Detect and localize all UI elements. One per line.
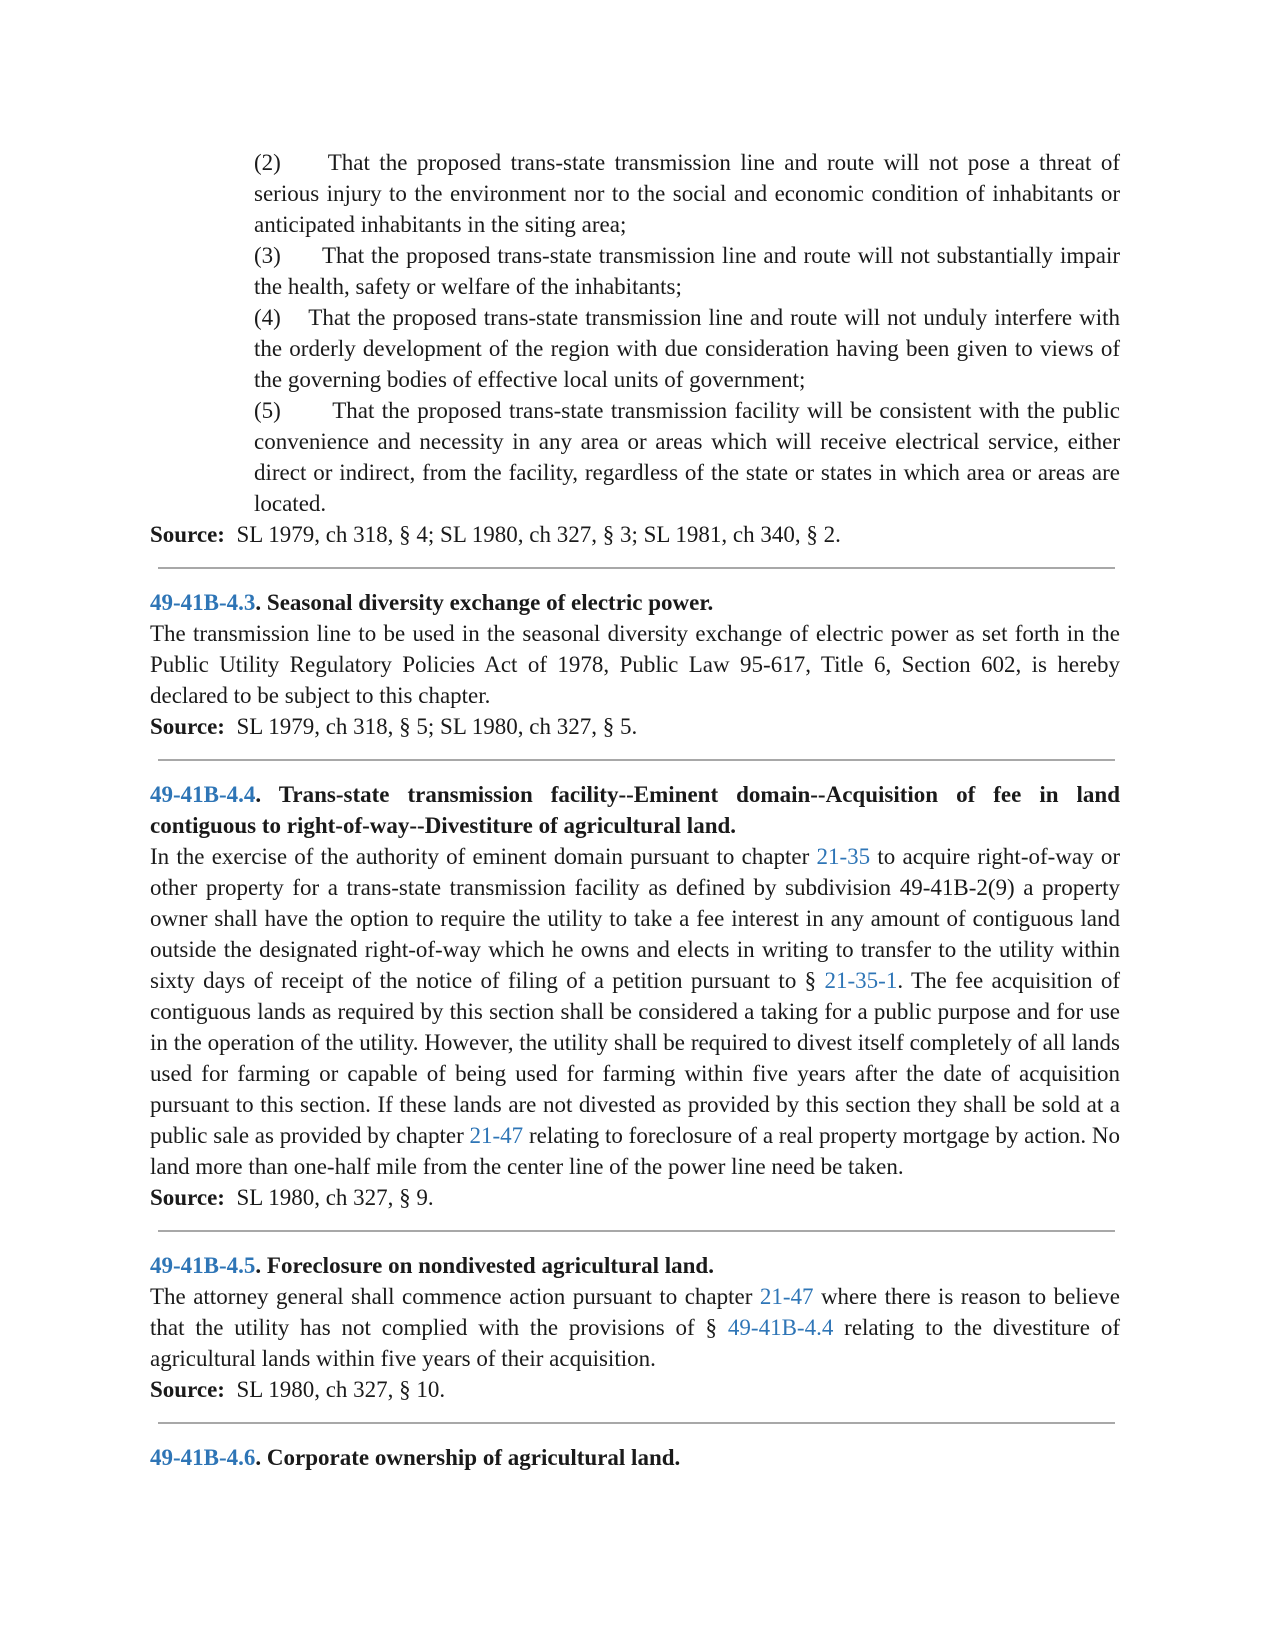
section-link-49-41b-4-6[interactable]: 49-41B-4.6 <box>150 1445 256 1470</box>
source-text: SL 1980, ch 327, § 10. <box>236 1377 446 1402</box>
body-text: to acquire right-of-way or other property for a trans-state transmission facility as defined by subdivision 49-41B-2(9) a property owner shall have the option to require the utility to take a fee interest in any amount of contiguous land outside the designated right-of-way which he owns and elects in writing to transfer to the utility within sixty days of receipt of the notice of filing of a petition pursuant to § <box>150 844 1120 993</box>
body-text: . The fee acquisition of contiguous lands as required by this section shall be considered a taking for a public purpose and for use in the operation of the utility. However, the utility shall be required to divest itself completely of all lands used for farming or capable of being used for farming within five years after the date of acquisition pursuant to this section. If these lands are not divested as provided by this section they shall be sold at a public sale as provided by chapter <box>150 968 1120 1148</box>
section-body: The transmission line to be used in the seasonal diversity exchange of electric power as set forth in the Public Utility Regulatory Policies Act of 1978, Public Law 95-617, Title 6, Section 602, is hereby declared to be subject to this chapter. <box>150 621 1120 708</box>
item-number: (2) <box>254 150 281 175</box>
section-title: . Foreclosure on nondivested agricultural land. <box>255 1253 714 1278</box>
section-heading-4-5 <box>150 1250 1120 1281</box>
source-label: Source: <box>150 714 225 739</box>
section-heading-4-3 <box>150 587 1120 618</box>
section-link-49-41b-4-5[interactable]: 49-41B-4.5 <box>150 1253 256 1278</box>
source-text: SL 1979, ch 318, § 5; SL 1980, ch 327, § 5. <box>236 714 638 739</box>
body-text: In the exercise of the authority of eminent domain pursuant to chapter <box>150 844 817 869</box>
source-line <box>150 1182 1120 1213</box>
sub-item-5 <box>254 395 1120 519</box>
source-line <box>150 711 1120 742</box>
item-text: That the proposed trans-state transmission line and route will not pose a threat of serious injury to the environment nor to the social and economic condition of inhabitants or anticipated inhabitants in the siting area; <box>254 150 1120 237</box>
source-line <box>150 519 1120 550</box>
section-title: . Seasonal diversity exchange of electric power. <box>255 590 714 615</box>
section-link-49-41b-4-3[interactable]: 49-41B-4.3 <box>150 590 256 615</box>
document-page <box>150 147 1120 1473</box>
section-divider <box>158 567 1115 569</box>
section-title: . Trans-state transmission facility--Eminent domain--Acquisition of fee in land contiguous to right-of-way--Divestiture of agricultural land. <box>150 782 1120 838</box>
source-label: Source: <box>150 1377 225 1402</box>
item-number: (3) <box>254 243 281 268</box>
section-heading-4-6 <box>150 1442 1120 1473</box>
body-text: where there is reason to believe that the utility has not complied with the provisions of § <box>150 1284 1120 1340</box>
section-link-49-41b-4-4[interactable]: 49-41B-4.4 <box>150 782 256 807</box>
item-number: (5) <box>254 398 281 423</box>
source-label: Source: <box>150 522 225 547</box>
source-text: SL 1980, ch 327, § 9. <box>236 1185 434 1210</box>
section-title: . Corporate ownership of agricultural land. <box>255 1445 681 1470</box>
body-text: relating to the divestiture of agricultural lands within five years of their acquisition. <box>150 1315 1121 1371</box>
chapter-link-21-35[interactable]: 21-35 <box>816 844 871 869</box>
body-text: relating to foreclosure of a real property mortgage by action. No land more than one-half mile from the center line of the power line need be taken. <box>150 1123 1120 1179</box>
section-divider <box>158 1422 1115 1424</box>
section-divider <box>158 1230 1115 1232</box>
item-number: (4) <box>254 305 281 330</box>
chapter-link-21-47[interactable]: 21-47 <box>759 1284 814 1309</box>
section-body <box>150 841 1120 1182</box>
source-text: SL 1979, ch 318, § 4; SL 1980, ch 327, § 3; SL 1981, ch 340, § 2. <box>236 522 841 547</box>
section-link-21-35-1[interactable]: 21-35-1 <box>824 968 898 993</box>
section-divider <box>158 759 1115 761</box>
sub-item-4 <box>254 302 1120 395</box>
item-text: That the proposed trans-state transmission facility will be consistent with the public convenience and necessity in any area or areas which will receive electrical service, either direct or indirect, from the facility, regardless of the state or states in which area or areas are located. <box>254 398 1120 516</box>
item-text: That the proposed trans-state transmission line and route will not substantially impair the health, safety or welfare of the inhabitants; <box>254 243 1120 299</box>
body-text: The attorney general shall commence action pursuant to chapter <box>150 1284 760 1309</box>
section-heading-4-4 <box>150 779 1120 841</box>
item-text: That the proposed trans-state transmission line and route will not unduly interfere with the orderly development of the region with due consideration having been given to views of the governing bodies of effective local units of government; <box>254 305 1120 392</box>
chapter-link-21-47[interactable]: 21-47 <box>469 1123 524 1148</box>
source-line <box>150 1374 1120 1405</box>
source-label: Source: <box>150 1185 225 1210</box>
section-body <box>150 1281 1120 1374</box>
sub-item-2 <box>254 147 1120 240</box>
section-link-49-41b-4-4[interactable]: 49-41B-4.4 <box>727 1315 834 1340</box>
sub-item-3 <box>254 240 1120 302</box>
